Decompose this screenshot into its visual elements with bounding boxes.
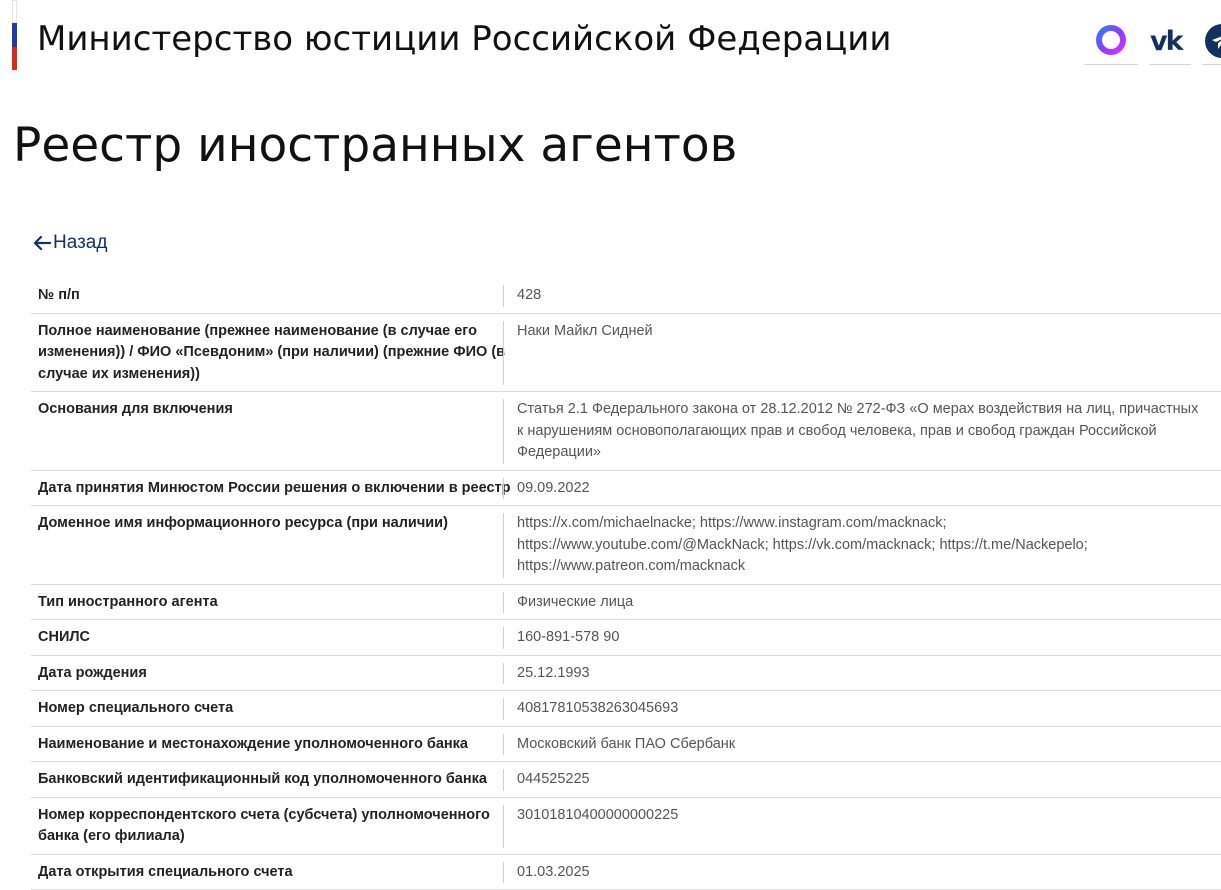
row-value: Наки Майкл Сидней [503, 321, 1221, 386]
row-label-line: изменения)) / ФИО «Псевдоним» (при наличии) (прежние ФИО (в [38, 342, 498, 364]
table-row [31, 585, 1221, 621]
row-label: Номер специального счета [31, 698, 498, 720]
row-value: 01.03.2025 [503, 862, 1221, 884]
row-label [31, 805, 498, 848]
table-row [31, 314, 1221, 393]
row-value: 428 [503, 285, 1221, 307]
table-row [31, 278, 1221, 314]
table-row [31, 392, 1221, 471]
row-label: Дата открытия специального счета [31, 862, 498, 884]
table-row [31, 471, 1221, 507]
row-label: Доменное имя информационного ресурса (при наличии) [31, 513, 498, 578]
row-value: 09.09.2022 [503, 478, 1221, 500]
row-label: Дата рождения [31, 663, 498, 685]
page-title: Реестр иностранных агентов [13, 116, 737, 176]
odnoklassniki-link[interactable] [1084, 18, 1138, 65]
vk-icon [1149, 27, 1191, 55]
table-row [31, 762, 1221, 798]
row-label: Наименование и местонахождение уполномоченного банка [31, 734, 498, 756]
row-label: Банковский идентификационный код уполномоченного банка [31, 769, 498, 791]
row-value-line: Статья 2.1 Федерального закона от 28.12.2012 № 272-ФЗ «О мерах воздействия на лиц, причастных [517, 399, 1221, 421]
row-label: № п/п [31, 285, 498, 307]
table-row [31, 798, 1221, 855]
row-label-line: случае их изменения)) [38, 364, 498, 386]
row-value: 30101810400000000225 [503, 805, 1221, 848]
row-label [31, 321, 498, 386]
row-value-line: https://www.patreon.com/macknack [517, 556, 1221, 578]
row-value: 160-891-578 90 [503, 627, 1221, 649]
row-label-line: Полное наименование (прежнее наименование (в случае его [38, 321, 498, 343]
table-row [31, 727, 1221, 763]
row-value: 044525225 [503, 769, 1221, 791]
row-value: Московский банк ПАО Сбербанк [503, 734, 1221, 756]
odnoklassniki-icon [1094, 24, 1128, 58]
flag-blue-band [12, 23, 17, 47]
table-row [31, 506, 1221, 585]
row-value-line: https://www.youtube.com/@MackNack; https://vk.com/macknack; https://t.me/Nackepelo; [517, 535, 1221, 557]
row-label: Тип иностранного агента [31, 592, 498, 614]
row-value-line: к нарушениям основополагающих прав и свобод человека, прав и свобод граждан Российской [517, 421, 1221, 443]
svg-text:vk: vk [1150, 27, 1185, 55]
registry-record-table [31, 278, 1221, 890]
table-row [31, 620, 1221, 656]
row-value: Физические лица [503, 592, 1221, 614]
row-label: СНИЛС [31, 627, 498, 649]
ministry-title: Министерство юстиции Российской Федерации [37, 16, 891, 62]
row-value [503, 399, 1221, 464]
table-row [31, 691, 1221, 727]
arrow-left-icon [33, 235, 51, 251]
row-label-line: банка (его филиала) [38, 826, 498, 848]
row-value: 25.12.1993 [503, 663, 1221, 685]
row-label-line: Номер корреспондентского счета (субсчета) уполномоченного [38, 805, 498, 827]
back-link-label: Назад [53, 232, 107, 254]
row-value: 40817810538263045693 [503, 698, 1221, 720]
telegram-link[interactable] [1202, 18, 1221, 65]
table-row [31, 855, 1221, 890]
row-value-line: Федерации» [517, 442, 1221, 464]
row-label: Основания для включения [31, 399, 498, 464]
flag-white-band [12, 0, 17, 23]
vk-link[interactable] [1149, 18, 1191, 65]
telegram-icon [1204, 23, 1221, 59]
table-row [31, 656, 1221, 692]
russian-flag-stripe [12, 0, 17, 70]
flag-red-band [12, 47, 17, 70]
row-value [503, 513, 1221, 578]
row-value-line: https://x.com/michaelnacke; https://www.instagram.com/macknack; [517, 513, 1221, 535]
row-label: Дата принятия Минюстом России решения о включении в реестр [31, 478, 498, 500]
back-link[interactable] [33, 232, 107, 254]
